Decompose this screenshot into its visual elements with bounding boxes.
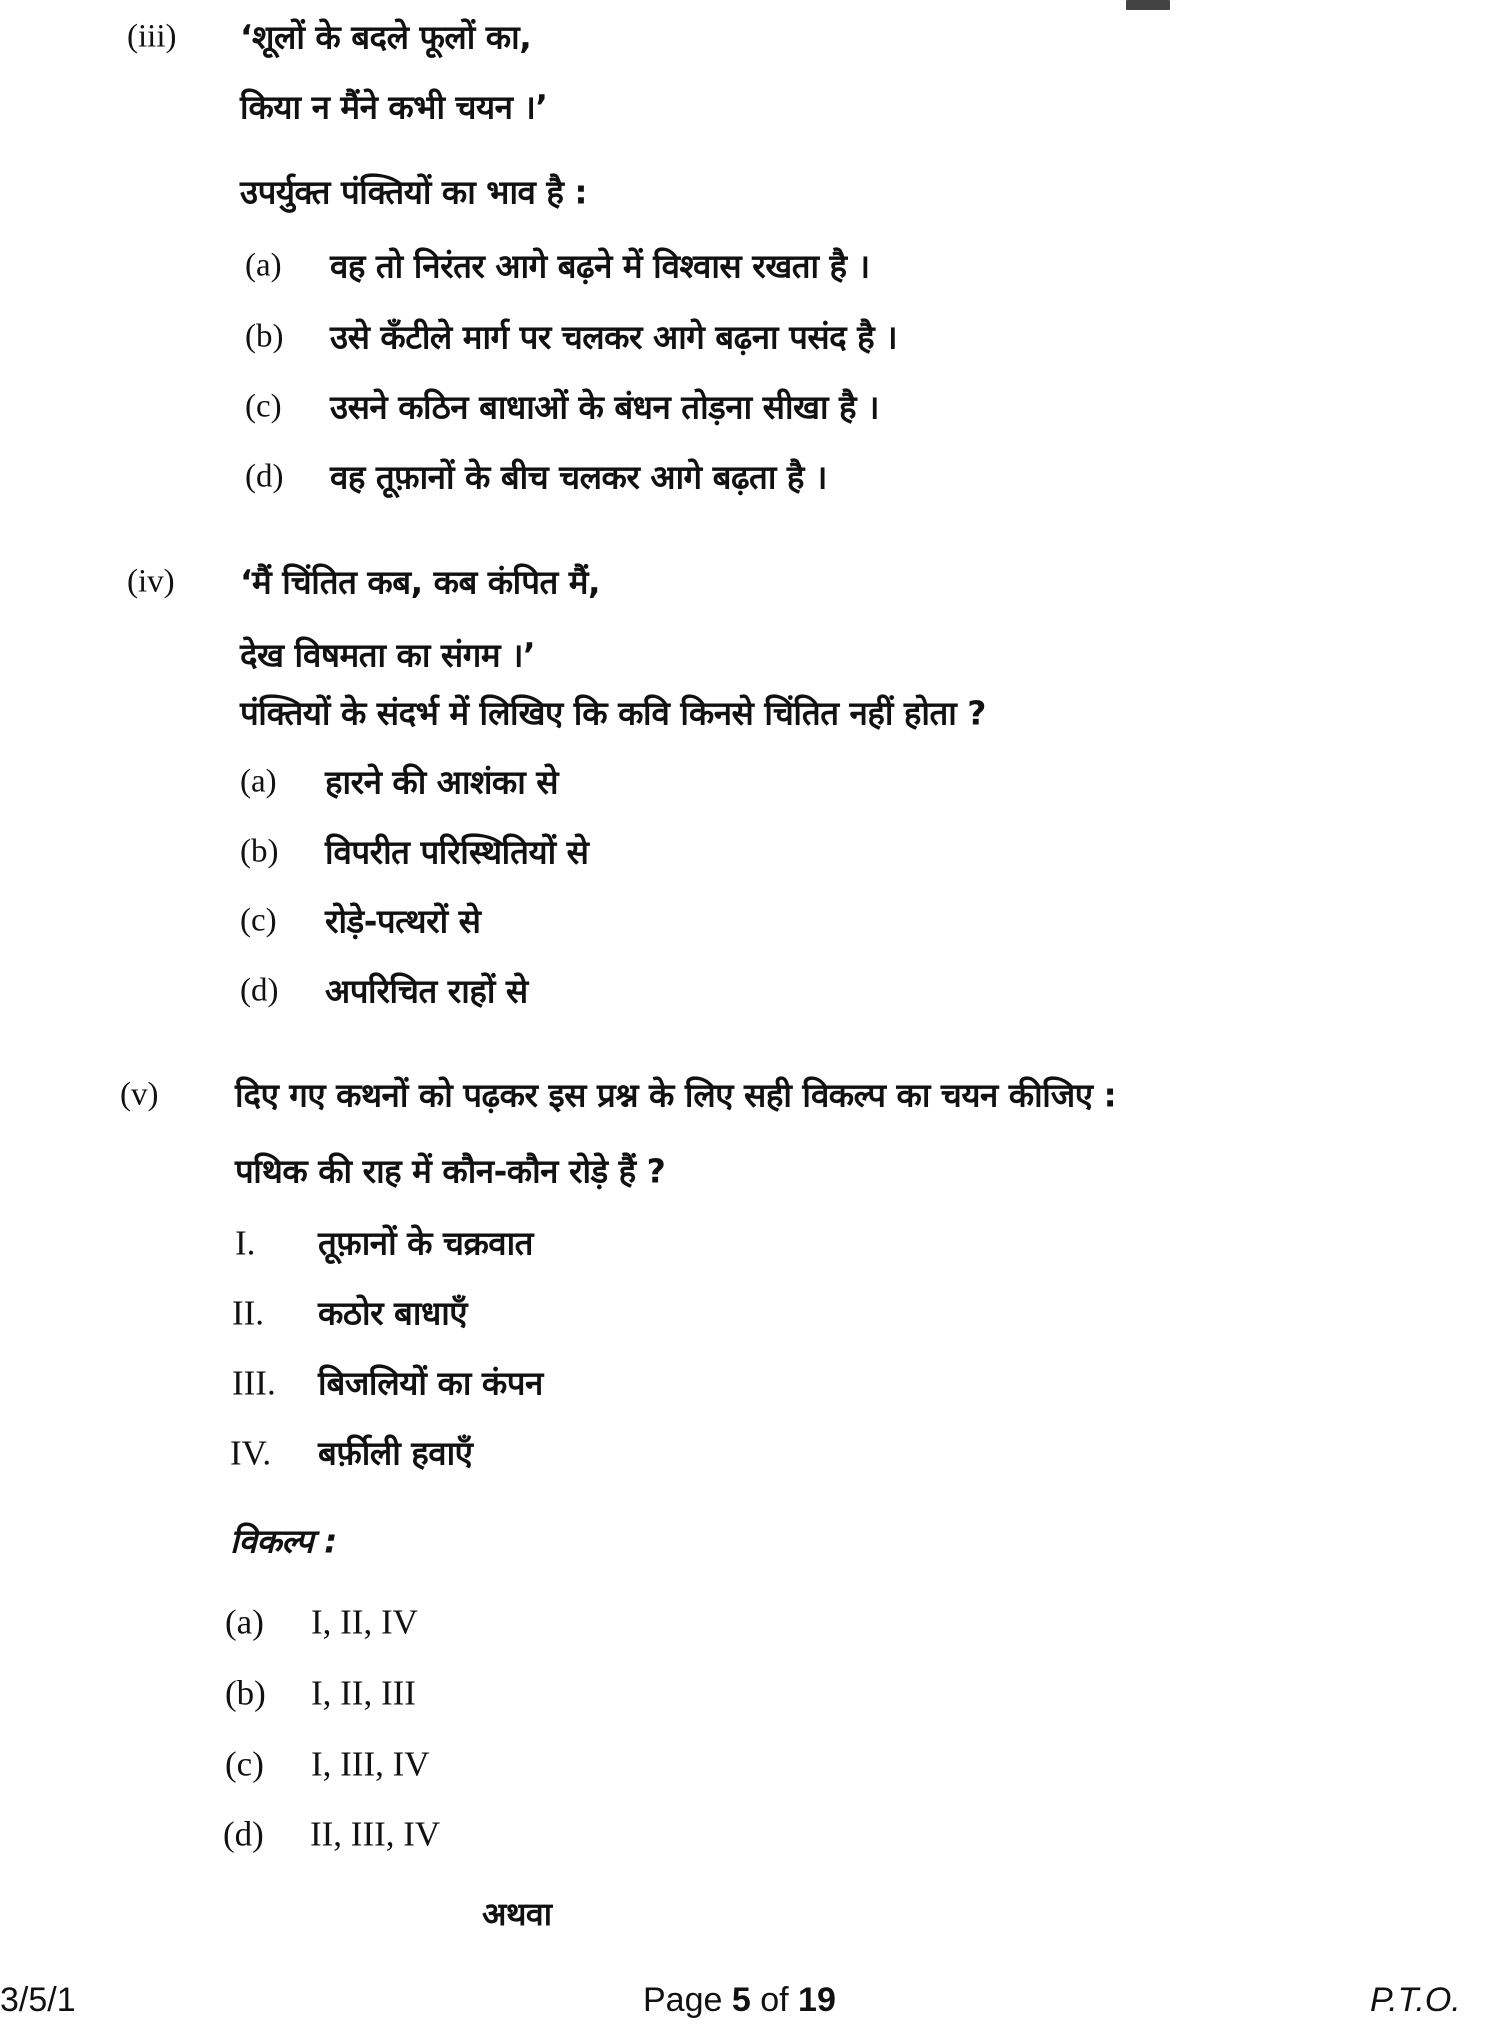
option-text: II, III, IV xyxy=(310,1814,441,1854)
quote-line-2: देख विषमता का संगम ।’ xyxy=(240,635,536,675)
option-label: (a) xyxy=(225,1602,264,1642)
option-text: वह तो निरंतर आगे बढ़ने में विश्वास रखता है । xyxy=(330,246,870,286)
option-label: (c) xyxy=(245,388,282,425)
option-text: I, II, III xyxy=(311,1673,416,1713)
please-turn-over: P.T.O. xyxy=(1370,1981,1461,2019)
option-label: (b) xyxy=(240,833,279,870)
option-text: I, II, IV xyxy=(311,1602,418,1642)
option-text: अपरिचित राहों से xyxy=(325,971,528,1011)
question-number: (v) xyxy=(120,1076,159,1113)
option-text: विपरीत परिस्थितियों से xyxy=(325,832,589,872)
option-label: (a) xyxy=(245,247,282,284)
statement-label: II. xyxy=(232,1293,265,1333)
option-label: (d) xyxy=(240,972,279,1009)
question-prompt: पथिक की राह में कौन-कौन रोड़े हैं ? xyxy=(235,1151,666,1191)
statement-label: IV. xyxy=(230,1433,272,1473)
or-separator: अथवा xyxy=(482,1895,552,1933)
page-indicator xyxy=(643,1983,836,2017)
option-label: (c) xyxy=(240,902,277,939)
question-number: (iv) xyxy=(127,563,175,600)
option-text: उसने कठिन बाधाओं के बंधन तोड़ना सीखा है । xyxy=(330,387,880,427)
option-text: हारने की आशंका से xyxy=(325,762,559,802)
question-number: (iii) xyxy=(127,18,177,55)
quote-line-1: ‘मैं चिंतित कब, कब कंपित मैं, xyxy=(240,562,601,602)
statement-text: बर्फ़ीली हवाएँ xyxy=(318,1433,473,1473)
option-label: (d) xyxy=(245,458,284,495)
question-instruction: दिए गए कथनों को पढ़कर इस प्रश्न के लिए सही विकल्प का चयन कीजिए : xyxy=(235,1075,1117,1115)
statement-text: बिजलियों का कंपन xyxy=(318,1363,543,1403)
statement-label: I. xyxy=(235,1223,256,1263)
quote-line-1: ‘शूलों के बदले फूलों का, xyxy=(240,17,532,57)
question-prompt: उपर्युक्त पंक्तियों का भाव है : xyxy=(240,172,588,212)
page-of: of xyxy=(750,1981,799,2019)
option-label: (a) xyxy=(240,763,277,800)
option-label: (b) xyxy=(245,318,284,355)
page-current: 5 xyxy=(731,1981,751,2019)
page-prefix: Page xyxy=(643,1981,732,2019)
statement-text: तूफ़ानों के चक्रवात xyxy=(318,1223,533,1263)
statement-text: कठोर बाधाएँ xyxy=(318,1293,468,1333)
page-total: 19 xyxy=(798,1981,836,2019)
choices-heading: विकल्प : xyxy=(230,1521,337,1561)
quote-line-2: किया न मैंने कभी चयन ।’ xyxy=(240,87,548,127)
statement-label: III. xyxy=(232,1363,276,1403)
cropped-stamp-mark xyxy=(1126,0,1170,10)
paper-code: 3/5/1 xyxy=(0,1981,76,2019)
option-label: (b) xyxy=(225,1673,266,1713)
option-label: (c) xyxy=(225,1744,264,1784)
option-label: (d) xyxy=(223,1814,264,1854)
option-text: वह तूफ़ानों के बीच चलकर आगे बढ़ता है । xyxy=(330,457,827,497)
option-text: उसे कँटीले मार्ग पर चलकर आगे बढ़ना पसंद है । xyxy=(330,317,898,357)
option-text: रोड़े-पत्थरों से xyxy=(325,901,481,941)
question-prompt: पंक्तियों के संदर्भ में लिखिए कि कवि किनसे चिंतित नहीं होता ? xyxy=(240,693,986,733)
option-text: I, III, IV xyxy=(311,1744,430,1784)
